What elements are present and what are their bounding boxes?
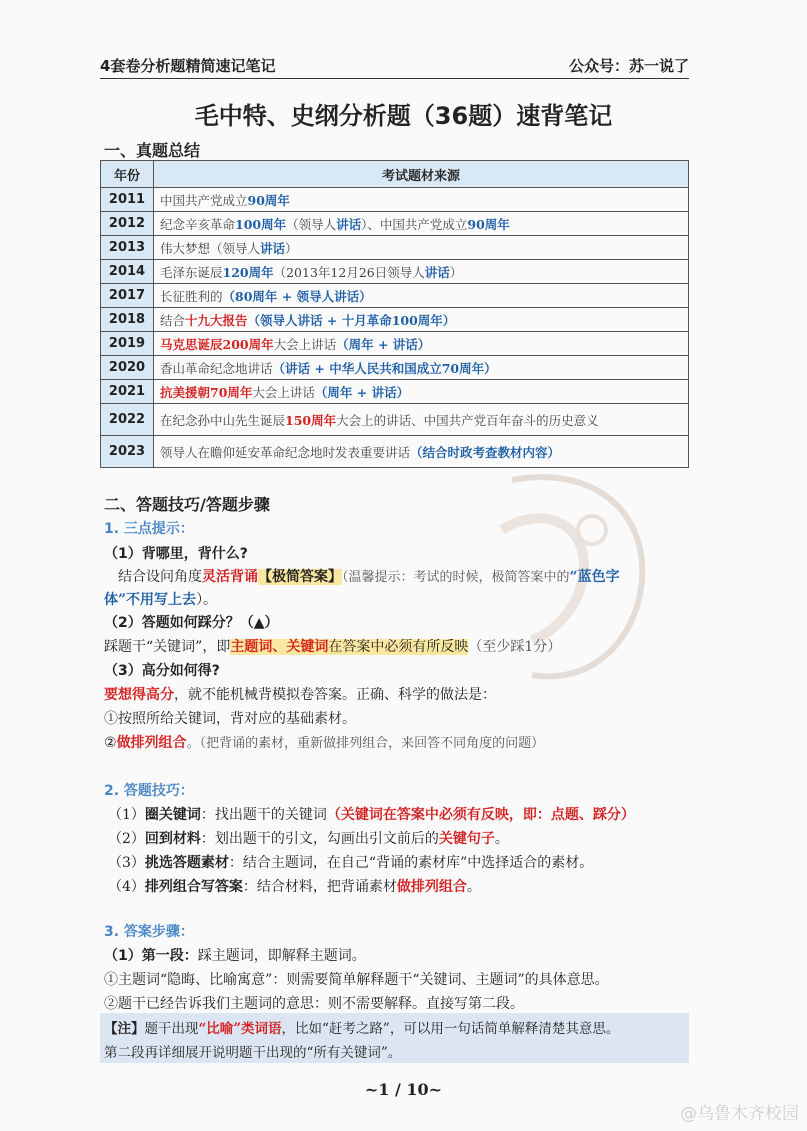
source-text: 十九大报告 [185, 312, 248, 328]
table-row [101, 212, 689, 236]
table-row [101, 236, 689, 260]
row-year: 2013 [101, 236, 154, 260]
row-source [154, 308, 689, 332]
table-row [101, 380, 689, 404]
note-label: 【注】 [104, 1021, 145, 1037]
tip-2-red: 主题词、关键词 [230, 639, 329, 655]
skill-3 [108, 852, 593, 872]
tip-1-red: 灵活背诵 [202, 569, 258, 585]
row-source [154, 404, 689, 436]
step-1-sub-1: ①主题词“隐晦、比喻寓意”：则需要简单解释题干“关键词、主题词”的具体意思。 [104, 972, 609, 988]
source-text: （2013年12月26日领导人 [273, 264, 425, 280]
section1-heading: 一、真题总结 [104, 141, 201, 160]
table-row [101, 260, 689, 284]
source-text: 长征胜利的 [160, 288, 223, 304]
source-text: 伟大梦想（领导人 [160, 240, 261, 256]
source-text: 大会上的讲话、中国共产党百年奋斗的历史意义 [336, 412, 599, 428]
source-text: （讲话 + 中华人民共和国成立70周年） [272, 360, 497, 376]
skill-4-red: 做排列组合 [396, 879, 467, 895]
note-box [100, 1013, 689, 1063]
row-source [154, 284, 689, 308]
tip-2-note: （至少踩1分） [468, 639, 562, 655]
skill-1-bold: 圈关键词 [144, 807, 201, 823]
tip-3-text: ，就不能机械背模拟卷答案。正确、科学的做法是： [174, 687, 496, 703]
row-source [154, 260, 689, 284]
source-text: 结合 [160, 312, 186, 328]
row-source [154, 212, 689, 236]
steps-title: 3. 答案步骤： [104, 924, 194, 940]
tip-1-end: ）。 [196, 592, 218, 608]
skill-1-text: ：找出题干的关键词 [200, 807, 327, 823]
skills-title: 2. 答题技巧： [104, 783, 194, 799]
table-row [101, 356, 689, 380]
tip-1-line-1 [118, 566, 620, 586]
step-1-bold: （1）第一段： [104, 948, 198, 964]
row-year: 2020 [101, 356, 154, 380]
source-text: 大会上讲话 [273, 336, 337, 352]
note-line-1 [104, 1017, 619, 1037]
skill-3-text: ：结合主题词，在自己“背诵的素材库”中选择适合的素材。 [228, 855, 594, 871]
tip-2-hl: 在答案中必须有所反映 [328, 639, 469, 655]
tip-2-text: 踩题干“关键词”，即 [104, 639, 231, 655]
row-year: 2017 [101, 284, 154, 308]
tips-title: 1. 三点提示： [104, 521, 194, 537]
row-year: 2014 [101, 260, 154, 284]
source-text: 讲话 [336, 216, 362, 232]
skill-2-red: 关键句子 [438, 831, 495, 847]
row-source [154, 236, 689, 260]
tip-1-bracket: 【极简答案】 [258, 569, 342, 585]
source-text: 讲话 [260, 240, 286, 256]
source-text: 90周年 [247, 192, 290, 208]
page-header [100, 52, 689, 79]
step-1-sub-2: ②题干已经告诉我们主题词的意思：则不需要解释。直接写第二段。 [104, 996, 524, 1012]
row-year: 2023 [101, 436, 154, 468]
tip-3-note: 。（把背诵的素材，重新做排列组合，来回答不同角度的问题） [186, 736, 545, 751]
tip-2-line [104, 636, 561, 656]
tip-3-line-3 [104, 732, 544, 752]
row-source [154, 188, 689, 212]
table-row [101, 188, 689, 212]
skill-2-end: 。 [494, 831, 509, 847]
skill-4-num: （4） [108, 879, 145, 895]
source-text: 大会上讲话 [252, 384, 315, 400]
header-right-account: 公众号：苏一说了 [568, 57, 689, 75]
section2-heading: 二、答题技巧/答题步骤 [104, 495, 270, 514]
row-year: 2022 [101, 404, 154, 436]
note-text-1: 题干出现 [144, 1021, 199, 1037]
tip-3-num: ② [104, 735, 117, 751]
skill-1 [108, 804, 635, 824]
table-row [101, 308, 689, 332]
source-text: ） [449, 264, 463, 280]
tip-1-note: （温馨提示：考试的时候，极简答案中的 [342, 570, 570, 585]
row-source [154, 356, 689, 380]
skill-3-num: （3） [108, 855, 145, 871]
source-text: ） [285, 240, 298, 256]
source-text: 讲话 [424, 264, 450, 280]
source-text: （80周年 + 领导人讲话） [222, 288, 372, 304]
page-number: ~1 / 10~ [364, 1080, 443, 1099]
skill-2-bold: 回到材料 [144, 831, 201, 847]
skill-2 [108, 828, 509, 848]
skill-1-num: （1） [108, 807, 145, 823]
tip-1-text: 结合设问角度 [118, 569, 202, 585]
source-text: （结合时政考查教材内容） [410, 444, 561, 460]
source-text: 100周年 [235, 216, 287, 232]
skill-2-num: （2） [108, 831, 145, 847]
table-header-row [101, 161, 689, 188]
source-text: （领导人 [286, 216, 337, 232]
note-line-2: 第二段再详细展开说明题干出现的“所有关键词”。 [104, 1045, 402, 1061]
tip-3-red-2: 做排列组合 [116, 735, 187, 751]
table-row [101, 404, 689, 436]
tip-1-blue: “蓝色字 [569, 569, 620, 585]
exam-topics-table [100, 160, 689, 468]
table-row [101, 436, 689, 468]
source-text: 毛泽东诞辰 [160, 264, 223, 280]
table-row [101, 332, 689, 356]
header-left-title: 4套卷分析题精简速记笔记 [100, 57, 276, 75]
source-text: ）、中国共产党成立 [361, 216, 468, 232]
tip-3-red: 要想得高分 [104, 687, 174, 703]
page-title: 毛中特、史纲分析题（36题）速背笔记 [194, 102, 613, 130]
source-text: 抗美援朝70周年 [160, 384, 253, 400]
source-text: 马克思诞辰200周年 [160, 336, 274, 352]
source-text: 90周年 [467, 216, 510, 232]
col-year-header: 年份 [101, 161, 154, 188]
note-red: “比喻”类词语 [198, 1021, 282, 1037]
row-year: 2018 [101, 308, 154, 332]
source-text: 中国共产党成立 [160, 192, 248, 208]
source-text: 领导人在瞻仰延安革命纪念地时发表重要讲话 [160, 444, 411, 460]
skill-2-text: ：划出题干的引文，勾画出引文前后的 [200, 831, 439, 847]
skill-4-text: ：结合材料，把背诵素材 [242, 879, 397, 895]
skill-3-bold: 挑选答题素材 [144, 855, 229, 871]
row-source [154, 436, 689, 468]
step-1-text: 踩主题词，即解释主题词。 [197, 948, 366, 964]
skill-4-end: 。 [466, 879, 481, 895]
tip-3-line-1 [104, 684, 496, 704]
row-year: 2021 [101, 380, 154, 404]
skill-4-bold: 排列组合写答案 [144, 879, 243, 895]
source-text: 150周年 [285, 412, 337, 428]
source-text: （领导人讲话 + 十月革命100周年） [247, 312, 456, 328]
note-text-2: ，比如“赶考之路”，可以用一句话简单解释清楚其意思。 [281, 1021, 620, 1037]
weibo-watermark: @乌鲁木齐校园 [680, 1104, 799, 1124]
tip-question-3: （3）高分如何得? [104, 663, 220, 679]
row-year: 2019 [101, 332, 154, 356]
source-text: 纪念辛亥革命 [160, 216, 236, 232]
tip-1-blue-2: 体”不用写上去 [104, 592, 197, 608]
table-body [101, 188, 689, 468]
source-text: 在纪念孙中山先生诞辰 [160, 412, 286, 428]
row-year: 2011 [101, 188, 154, 212]
row-year: 2012 [101, 212, 154, 236]
source-text: （周年 + 讲话） [336, 336, 431, 352]
tip-question-2: （2）答题如何踩分？（▲） [104, 615, 279, 631]
row-source [154, 332, 689, 356]
source-text: （周年 + 讲话） [314, 384, 410, 400]
tip-1-line-2 [104, 589, 217, 609]
table-row [101, 284, 689, 308]
skill-1-red: （关键词在答案中必须有反映，即：点题、踩分） [326, 807, 635, 823]
col-source-header: 考试题材来源 [154, 161, 689, 188]
source-text: 120周年 [222, 264, 274, 280]
row-source [154, 380, 689, 404]
step-1 [104, 945, 366, 965]
tip-question-1: （1）背哪里，背什么? [104, 546, 248, 562]
source-text: 香山革命纪念地讲话 [160, 360, 273, 376]
skill-4 [108, 876, 481, 896]
tip-3-line-2: ①按照所给关键词，背对应的基础素材。 [104, 711, 356, 727]
